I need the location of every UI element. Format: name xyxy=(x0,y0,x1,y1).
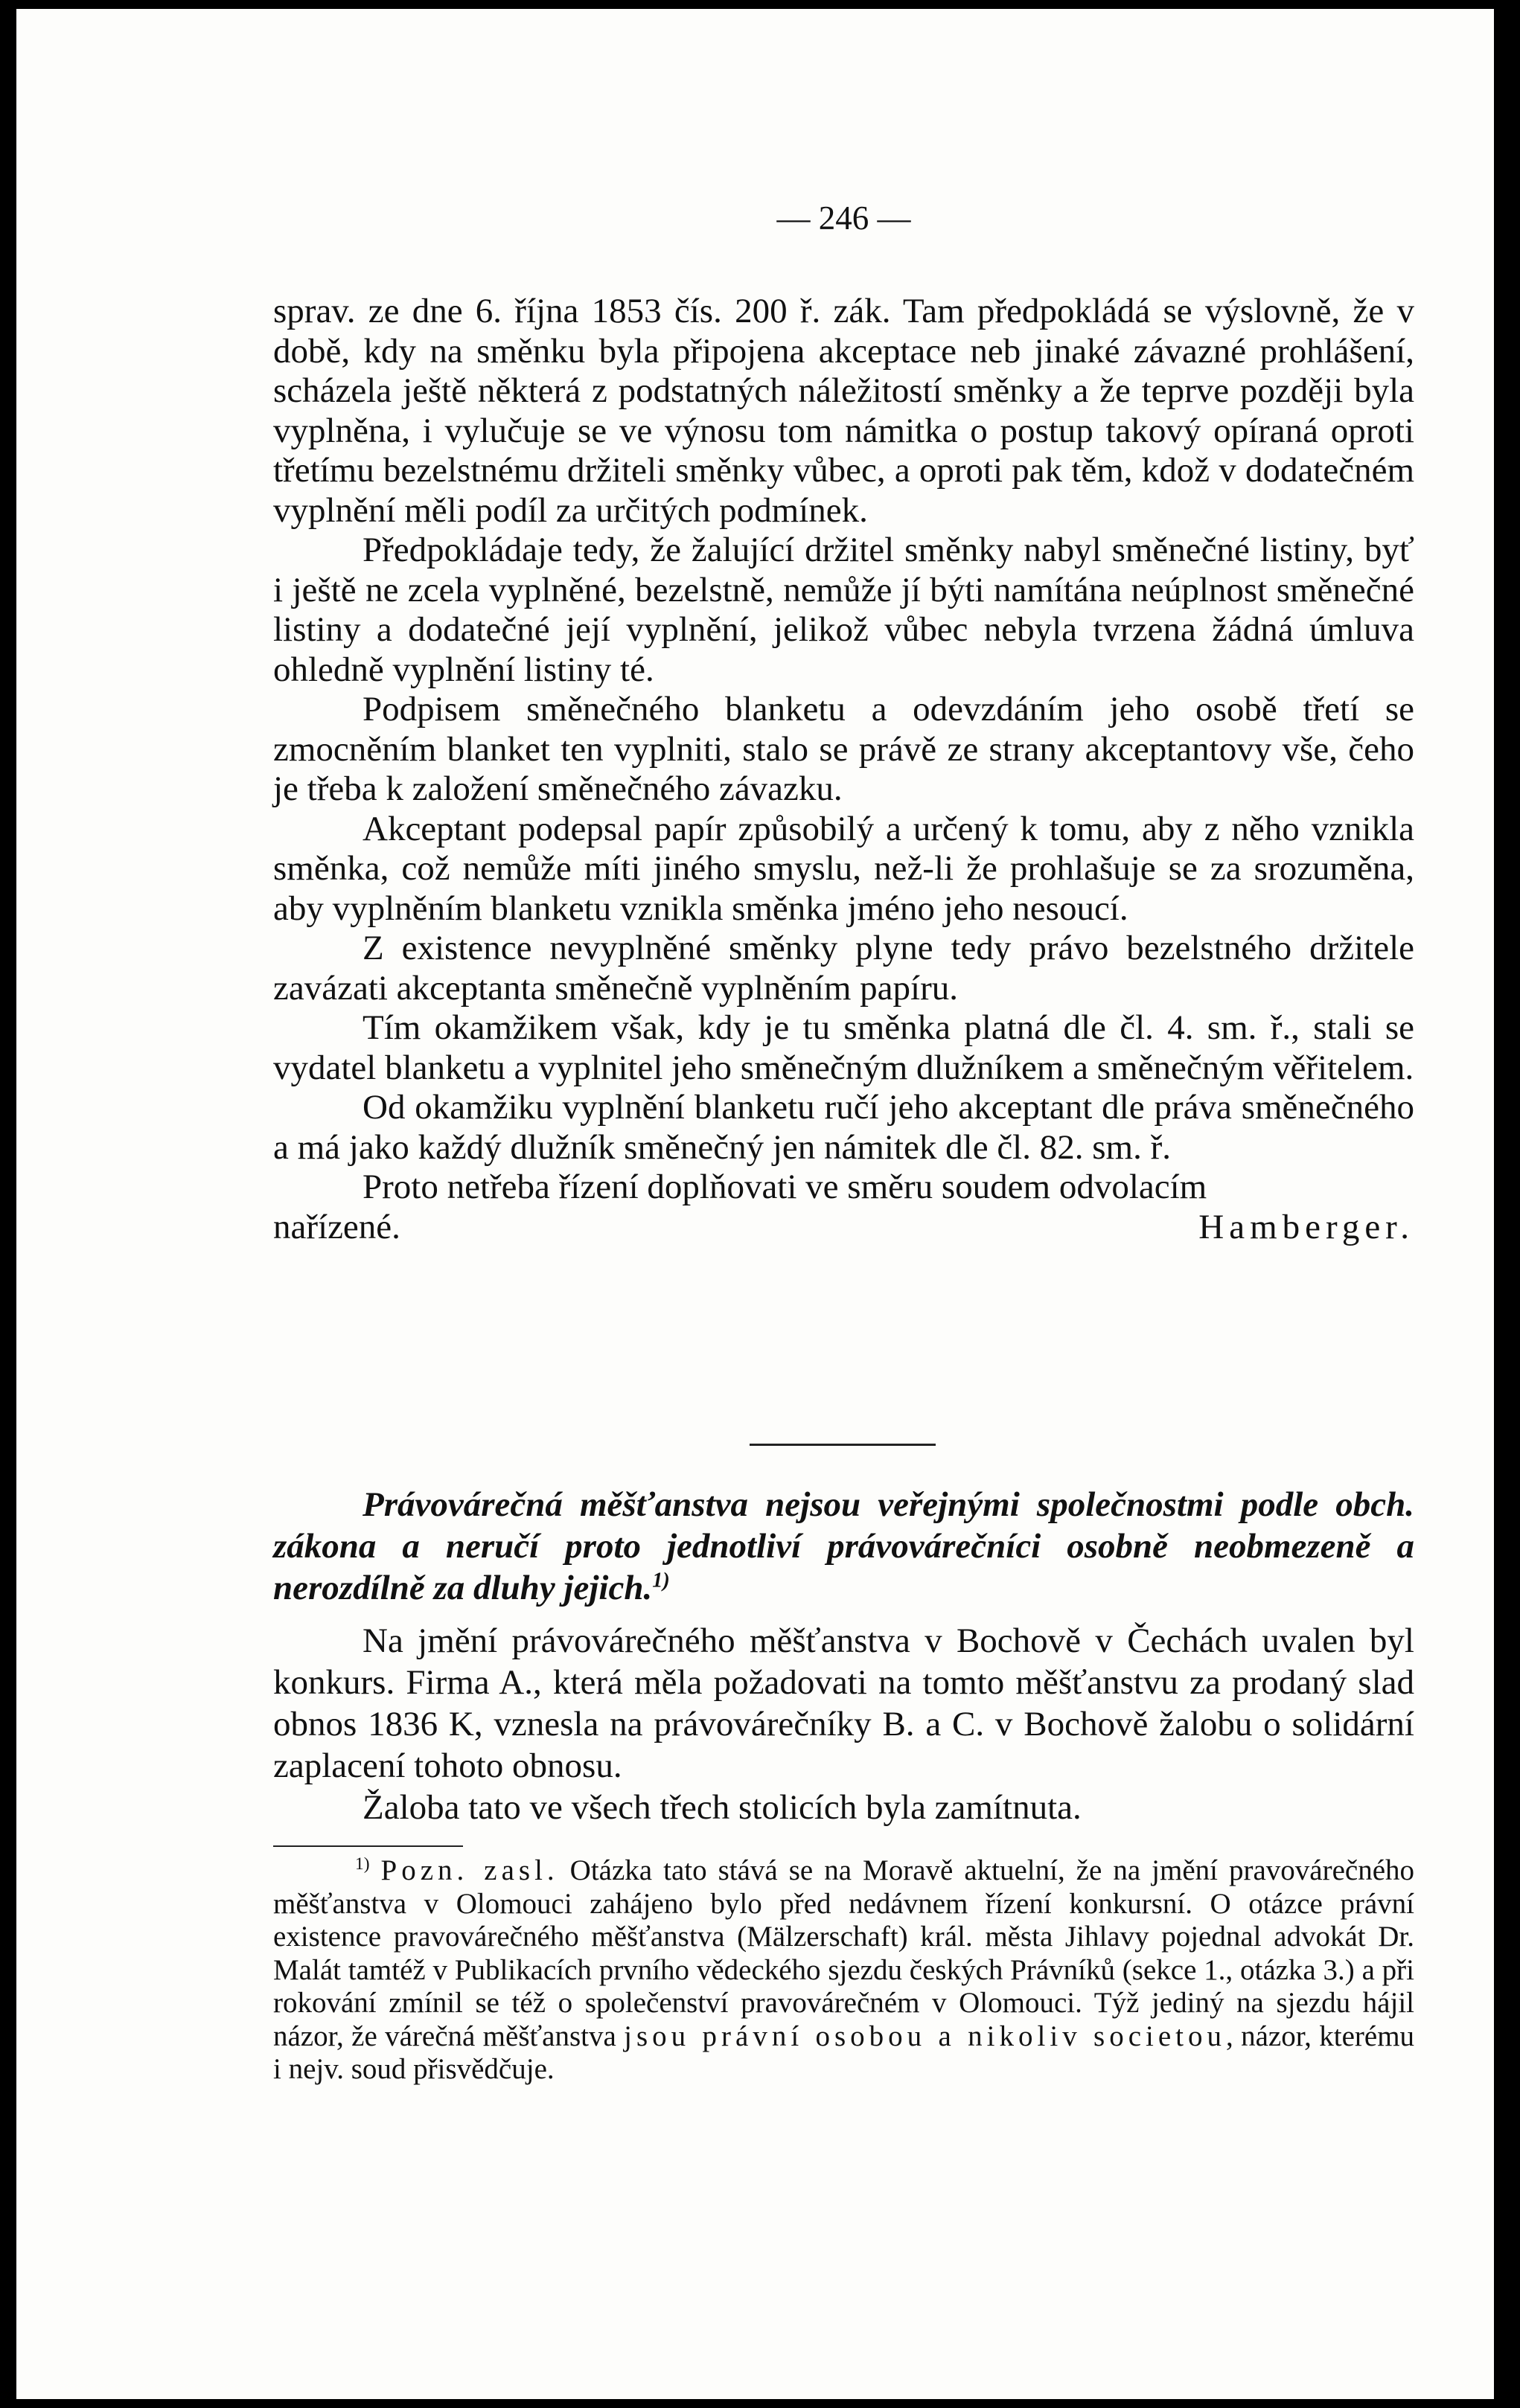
paragraph: Akceptant podepsal papír způsobilý a určený k tomu, aby z něho vznikla směnka, což nemůže míti jiného smyslu, než-li že prohlašuje se za srozuměna, aby vyplněním blanketu vznikla směnka jméno jeho nesoucí. xyxy=(273,809,1414,928)
closing-paragraph: Proto netřeba řízení doplňovati ve směru soudem odvolacím xyxy=(363,1168,1207,1206)
footnote-text: Otázka tato stává se na Moravě aktuelní, že na jmění pravovárečného měšťanstva v Olomouci zahájeno bylo před nedávnem řízení konkursní. O otázce právní existence pravovárečného měšťanstva (Mälzerschaft) král. města Jihlavy pojednal advokát Dr. Malát tamtéž v Publikacích prvního vědeckého sjezdu českých Právníků (sekce 1., otázka 3.) a při rokování zmínil se též o společenství pravovárečném v Olomouci. Týž jediný na sjezdu hájil názor, že várečná měšťanstva xyxy=(273,1854,1415,2052)
page-number: — 246 — xyxy=(776,199,911,237)
closing-line xyxy=(273,1208,1414,1248)
decision-body xyxy=(273,292,1414,1247)
signature: Hamberger. xyxy=(1198,1207,1414,1246)
paragraph: Žaloba tato ve všech třech stolicích byla zamítnuta. xyxy=(363,1788,1082,1827)
paragraph: Z existence nevyplněné směnky plyne tedy právo bezelstného držitele zavázati akceptanta směnečně vyplněním papíru. xyxy=(273,929,1414,1008)
paragraph: Předpokládaje tedy, že žalující držitel směnky nabyl směnečné listiny, byť i ještě ne zcela vyplněné, bezelstně, nemůže jí býti namítána neúplnost směnečné listiny a dodatečné její vyplnění, jelikož vůbec nebyla tvrzena žádná úmluva ohledně vyplnění listiny té. xyxy=(273,531,1414,689)
paragraph: sprav. ze dne 6. října 1853 čís. 200 ř. zák. Tam předpokládá se výslovně, že v době, kdy na směnku byla připojena akceptace neb jinaké závazné prohlášení, scházela ještě některá z podstatných náležitostí směnky a že teprve později byla vyplněna, i vylučuje se ve výnosu tom námitka o postup takový opíraná oproti třetímu bezelstnému držiteli směnky vůbec, a oproti pak těm, kdož v dodatečném vyplnění měli podíl za určitých podmínek. xyxy=(273,292,1414,530)
paragraph: Podpisem směnečného blanketu a odevzdáním jeho osobě třetí se zmocněním blanket ten vyplniti, stalo se právě ze strany akceptantovy vše, čeho je třeba k založení směnečného závazku. xyxy=(273,690,1414,808)
paragraph: Na jmění právovárečného měšťanstva v Bochově v Čechách uvalen byl konkurs. Firma A., která měla požadovati na tomto měšťanstvu za prodaný slad obnos 1836 K, vznesla na právovárečníky B. a C. v Bochově žalobu o solidární zaplacení tohoto obnosu. xyxy=(273,1621,1414,1785)
paragraph: Od okamžiku vyplnění blanketu ručí jeho akceptant dle práva směnečného a má jako každý dlužník směnečný jen námitek dle čl. 82. sm. ř. xyxy=(273,1088,1414,1167)
case-body xyxy=(273,1620,1414,1828)
heading-text: Právovárečná měšťanstva nejsou veřejnými společnostmi podle obch. zákona a neručí proto jednotliví právovárečníci osobně neobmezeně a nerozdílně za dluhy jejich. xyxy=(273,1485,1414,1607)
footnote xyxy=(273,1854,1414,2087)
footnote-marker: 1) xyxy=(355,1854,370,1874)
footnote-emphasis: jsou právní osobou a nikoliv societou xyxy=(624,2020,1227,2052)
heading-note-marker: 1) xyxy=(652,1569,670,1592)
section-heading xyxy=(273,1484,1414,1609)
scanned-page xyxy=(16,9,1494,2399)
closing-last-word: nařízené. xyxy=(273,1207,400,1246)
footnote-rule xyxy=(273,1845,463,1847)
footnote-text-end: , názor, kterému i nejv. soud přisvědčuje. xyxy=(273,2020,1415,2085)
paragraph: Tím okamžikem však, kdy je tu směnka platná dle čl. 4. sm. ř., stali se vydatel blanketu a vyplnitel jeho směnečným dlužníkem a směnečným věřitelem. xyxy=(273,1008,1414,1087)
section-divider xyxy=(750,1444,936,1446)
footnote-label: Pozn. zasl. xyxy=(380,1854,559,1886)
